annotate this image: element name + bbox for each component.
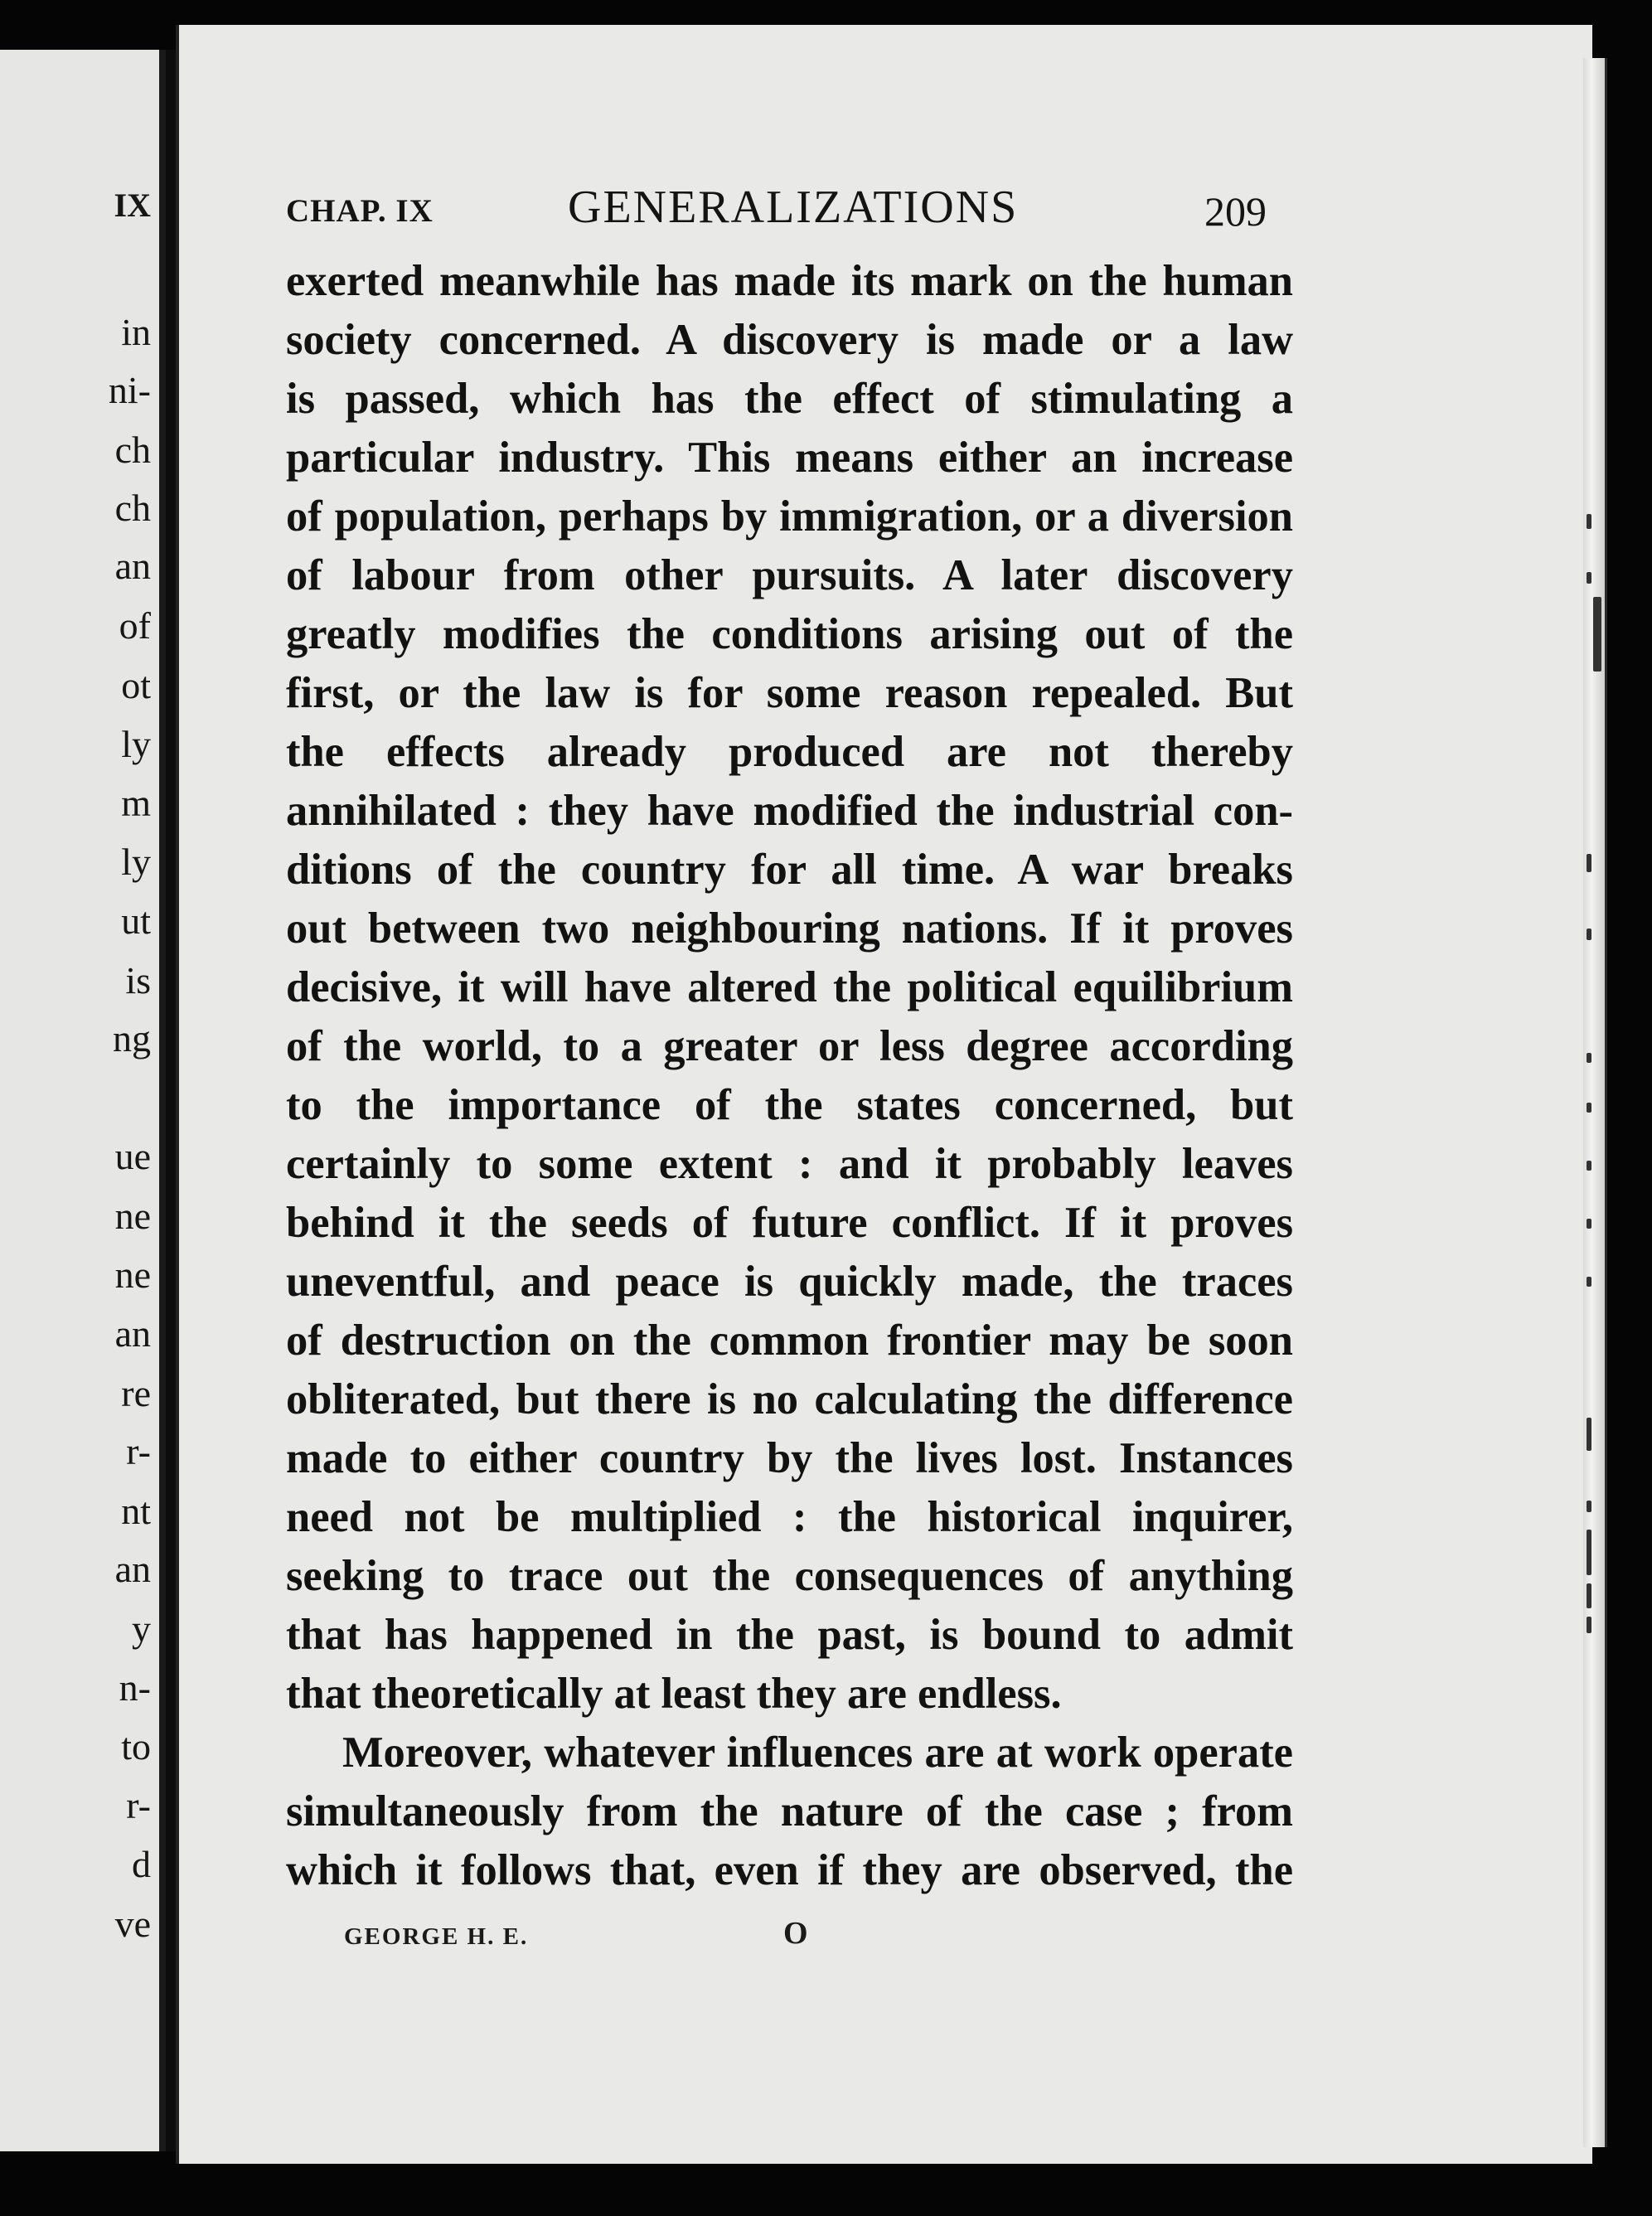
page-edge-stack [1583, 58, 1607, 2147]
signature-line: GEORGE H. E. [344, 1923, 529, 1950]
left-page-fragment: an [114, 1312, 151, 1355]
text-line: of population, perhaps by immigration, or a diversion [286, 492, 1293, 541]
edge-mark [1587, 854, 1591, 872]
left-page-fragment: an [114, 545, 151, 587]
text-line: exerted meanwhile has made its mark on the human [286, 257, 1293, 305]
text-line: particular industry. This means either an increase [286, 434, 1293, 482]
text-line: that theoretically at least they are endless. [286, 1670, 1062, 1718]
text-line: made to either country by the lives lost. Instances [286, 1434, 1293, 1482]
chapter-title: GENERALIZATIONS [568, 182, 1019, 233]
left-page-fragment: ch [114, 429, 151, 471]
left-page-fragment: nt [121, 1490, 151, 1532]
left-page-fragment: ot [121, 664, 151, 706]
running-head [286, 181, 1281, 247]
chapter-label: CHAP. IX [286, 193, 434, 229]
signature-mark: O [783, 1916, 808, 1951]
page-number: 209 [1204, 188, 1267, 235]
text-line: decisive, it will have altered the political equilibrium [286, 963, 1293, 1011]
left-page-fragment: m [121, 782, 151, 824]
text-line: Moreover, whatever influences are at work operate [342, 1729, 1293, 1777]
left-page-fragment: ng [113, 1017, 151, 1060]
edge-mark [1587, 572, 1591, 584]
text-line: society concerned. A discovery is made or a law [286, 316, 1293, 364]
edge-mark [1587, 1277, 1591, 1287]
text-line: that has happened in the past, is bound to admit [286, 1611, 1293, 1659]
text-line: of the world, to a greater or less degree according [286, 1022, 1293, 1070]
text-line: certainly to some extent : and it probably leaves [286, 1140, 1293, 1188]
edge-mark [1587, 1617, 1591, 1633]
left-page-fragment: ni- [108, 369, 151, 411]
left-page-fragment: of [119, 604, 151, 647]
text-line: the effects already produced are not thereby [286, 728, 1293, 776]
left-page-fragment: an [114, 1548, 151, 1590]
text-line: seeking to trace out the consequences of anything [286, 1552, 1293, 1600]
text-line: annihilated : they have modified the industrial con- [286, 787, 1293, 835]
left-page-fragment: in [121, 311, 151, 353]
text-line: first, or the law is for some reason repealed. But [286, 669, 1293, 717]
text-line: ditions of the country for all time. A war breaks [286, 846, 1293, 894]
text-line: which it follows that, even if they are observed, the [286, 1846, 1293, 1894]
left-page-fragment: ly [121, 723, 151, 765]
text-line: need not be multiplied : the historical inquirer, [286, 1493, 1293, 1541]
edge-mark [1587, 1418, 1591, 1451]
left-page-fragment: ve [114, 1903, 151, 1945]
text-line: of labour from other pursuits. A later discovery [286, 551, 1293, 599]
edge-mark [1587, 1219, 1591, 1229]
left-page-fragment: ne [114, 1195, 151, 1237]
edge-mark [1587, 929, 1591, 940]
text-line: obliterated, but there is no calculating the difference [286, 1375, 1293, 1423]
text-line: of destruction on the common frontier may be soon [286, 1317, 1293, 1365]
edge-mark [1587, 514, 1591, 529]
edge-mark [1587, 1583, 1591, 1608]
left-page-fragment: ch [114, 487, 151, 529]
edge-mark [1587, 1103, 1591, 1113]
left-page-fragment: ut [121, 899, 151, 942]
text-line: out between two neighbouring nations. If it proves [286, 904, 1293, 953]
text-line: uneventful, and peace is quickly made, the traces [286, 1258, 1293, 1306]
edge-mark [1587, 1501, 1591, 1512]
left-page-fragment: r- [126, 1430, 151, 1472]
left-page-fragment: ue [114, 1135, 151, 1177]
left-page [0, 50, 166, 2151]
left-page-fragment: re [121, 1372, 151, 1414]
text-line: to the importance of the states concerned, but [286, 1081, 1293, 1129]
left-page-fragment: IX [114, 187, 151, 224]
left-page-fragment: ne [114, 1253, 151, 1296]
left-page-fragment: d [132, 1843, 151, 1885]
text-line: is passed, which has the effect of stimulating a [286, 375, 1293, 423]
edge-mark [1587, 1053, 1591, 1063]
left-page-fragment: to [121, 1725, 151, 1767]
left-page-fragment: is [125, 959, 151, 1001]
left-page-fragment: y [132, 1607, 151, 1650]
edge-mark [1593, 597, 1601, 672]
left-page-fragment: r- [126, 1784, 151, 1826]
edge-mark [1587, 1530, 1591, 1575]
edge-mark [1587, 1161, 1591, 1171]
left-page-fragment: n- [119, 1666, 151, 1709]
text-line: simultaneously from the nature of the case ; from [286, 1787, 1293, 1835]
left-page-fragment: ly [121, 841, 151, 883]
text-line: greatly modifies the conditions arising out of the [286, 610, 1293, 658]
body-text [286, 252, 1293, 1900]
text-line: behind it the seeds of future conflict. If it proves [286, 1199, 1293, 1247]
